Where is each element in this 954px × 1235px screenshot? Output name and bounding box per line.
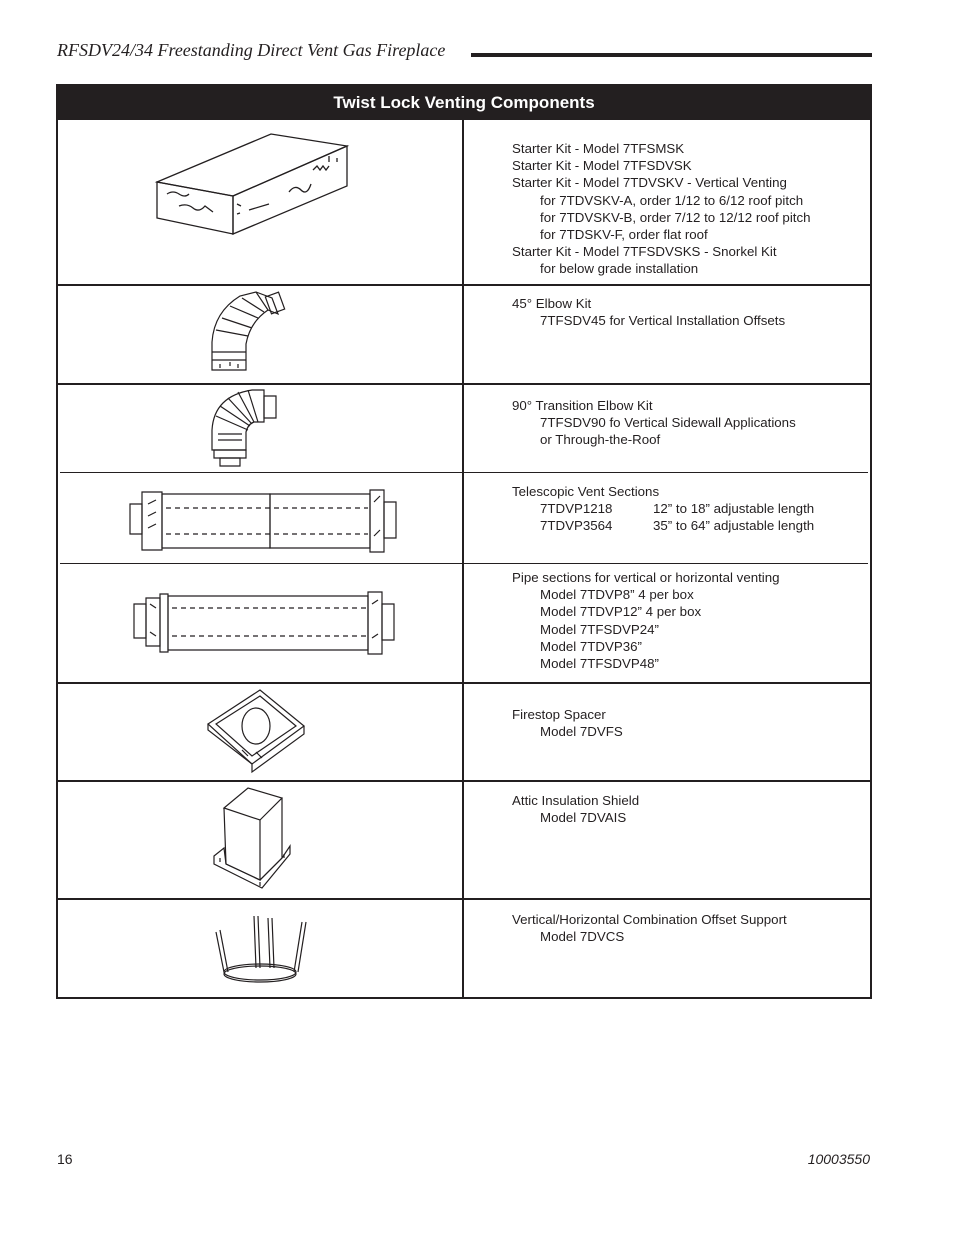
text-line: Pipe sections for vertical or horizontal venting: [512, 570, 780, 585]
text-line: 90° Transition Elbow Kit: [512, 398, 653, 413]
text-line: Starter Kit - Model 7TDVSKV - Vertical Venting: [512, 175, 787, 191]
row-divider: [58, 780, 870, 782]
text-line: Model 7TDVP36”: [540, 638, 642, 654]
starter-kit-box-image: [153, 130, 358, 240]
row-text-firestop: [512, 706, 623, 740]
row-text-45-elbow: [512, 295, 785, 329]
text-line: 7TFSDV45 for Vertical Installation Offsets: [540, 313, 786, 329]
text-line: or Through-the-Roof: [540, 432, 661, 448]
row-text-starter-kit: [512, 140, 811, 278]
row-divider: [58, 383, 870, 385]
text-line: [512, 500, 814, 517]
text-line: Model 7DVAIS: [540, 810, 627, 826]
row-divider: [58, 284, 870, 286]
row-divider: [58, 898, 870, 900]
row-text-90-elbow: [512, 397, 796, 449]
table-title: Twist Lock Venting Components: [58, 86, 870, 120]
row-text-attic-shield: [512, 792, 639, 826]
telescopic-vent-image: [124, 486, 400, 556]
page-header-title: RFSDV24/34 Freestanding Direct Vent Gas Fireplace: [57, 40, 446, 60]
text-line: Vertical/Horizontal Combination Offset Support: [512, 912, 787, 927]
text-line: Model 7TDVP8” 4 per box: [540, 587, 694, 603]
length-range: 12” to 18” adjustable length: [653, 501, 815, 517]
model-number: 7TDVP3564: [540, 518, 613, 534]
model-number: 7TDVP1218: [540, 501, 613, 517]
row-text-offset-support: [512, 911, 787, 945]
row-divider: [60, 472, 868, 473]
attic-insulation-shield-image: [212, 784, 294, 896]
offset-support-image: [212, 910, 308, 986]
firestop-spacer-image: [204, 686, 308, 776]
text-line: Starter Kit - Model 7TFSMSK: [512, 141, 685, 156]
text-line: for below grade installation: [540, 261, 699, 277]
text-line: for 7TDVSKV-B, order 7/12 to 12/12 roof pitch: [540, 209, 811, 225]
text-line: Model 7TFSDVP48”: [540, 656, 659, 672]
row-text-pipe-sections: [512, 569, 780, 672]
document-number: 10003550: [807, 1151, 870, 1167]
text-line: Telescopic Vent Sections: [512, 484, 660, 499]
page-number: 16: [57, 1151, 73, 1167]
components-table: [56, 84, 872, 999]
elbow-45-image: [206, 290, 290, 376]
text-line: 45° Elbow Kit: [512, 296, 592, 311]
text-line: Attic Insulation Shield: [512, 793, 640, 808]
row-text-telescopic: [512, 483, 814, 535]
row-divider: [58, 682, 870, 684]
length-range: 35” to 64” adjustable length: [653, 518, 815, 534]
text-line: [512, 517, 814, 534]
header-rule: [471, 53, 872, 57]
text-line: Model 7DVFS: [540, 724, 623, 740]
text-line: Model 7DVCS: [540, 929, 625, 945]
text-line: Starter Kit - Model 7TFSDVSKS - Snorkel Kit: [512, 244, 777, 260]
text-line: for 7TDSKV-F, order flat roof: [540, 227, 708, 243]
pipe-section-image: [130, 590, 400, 656]
text-line: Firestop Spacer: [512, 707, 606, 722]
text-line: Model 7TFSDVP24”: [540, 621, 659, 637]
text-line: Starter Kit - Model 7TFSDVSK: [512, 158, 692, 174]
column-divider: [462, 120, 464, 997]
elbow-90-image: [206, 386, 284, 468]
row-divider: [60, 563, 868, 564]
text-line: 7TFSDV90 fo Vertical Sidewall Applications: [540, 415, 796, 431]
text-line: for 7TDVSKV-A, order 1/12 to 6/12 roof pitch: [540, 192, 804, 208]
text-line: Model 7TDVP12” 4 per box: [540, 604, 702, 620]
